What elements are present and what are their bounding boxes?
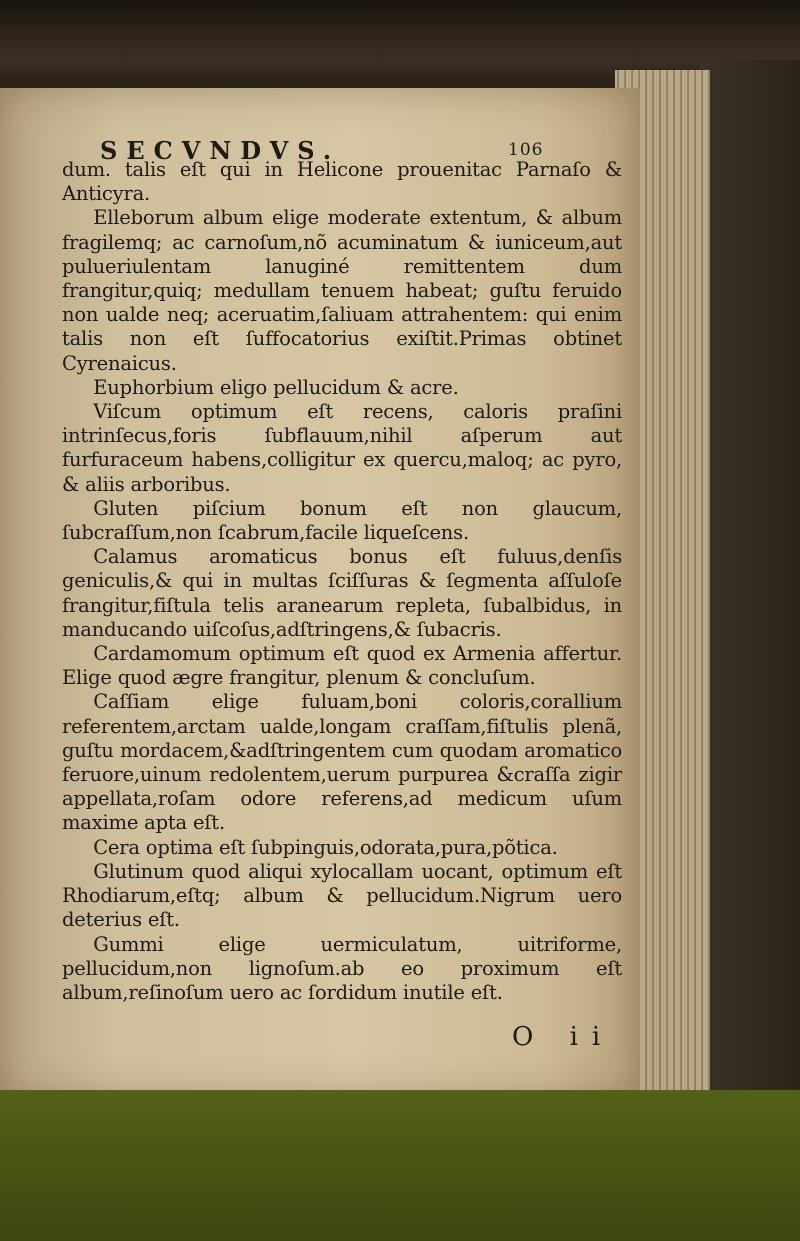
paragraph-helicone: dum. talis eſt qui in Helicone prouenitac Parnaſo & Anticyra. — [62, 158, 622, 206]
paragraph-elleborum: Elleborum album elige moderate extentum, & album fragilemq; ac carnoſum,nõ acuminatum & iuniceum,aut pulueriulentam lanuginé remittentem dum frangitur,quiq; medullam tenuem habeat; guſtu feruido non ualde neq; aceruatim,ſaliuam attrahentem: qui enim talis non eſt ſuffocatorius exiſtit.Primas obtinet Cyrenaicus. — [62, 206, 622, 375]
paragraph-cera: Cera optima eſt ſubpinguis,odorata,pura,põtica. — [93, 835, 558, 859]
signature-mark: O ii — [512, 1022, 615, 1052]
paragraph-gluten: Gluten piſcium bonum eſt non glaucum, ſubcraſſum,non ſcabrum,facile liqueſcens. — [62, 496, 622, 545]
paragraph-viscum: Viſcum optimum eſt recens, caloris praſini intrinſecus,foris ſubflauum,nihil aſperum aut furfuraceum habens,colligitur ex quercu,maloq; ac pyro, & aliis arboribus. — [62, 400, 622, 496]
paragraph-glutinum: Glutinum quod aliqui xylocallam uocant, optimum eſt Rhodiarum,eſtq; album & pellucidum.Nigrum uero deterius eſt. — [62, 859, 622, 932]
running-head-title: SECVNDVS. — [100, 136, 341, 165]
paragraph-calamus: Calamus aromaticus bonus eſt fuluus,denſis geniculis,& qui in multas ſciſſuras & ſegmenta aſſuloſe frangitur,fiſtula telis aranearum repleta, ſubalbidus, in manducando uiſcoſus,adſtringens,& ſubacris. — [62, 545, 622, 641]
paragraph-euphorbium: Euphorbium eligo pellucidum & acre. — [93, 375, 459, 399]
paragraph-cardamomum: Cardamomum optimum eſt quod ex Armenia affertur. Elige quod ægre frangitur, plenum & concluſum. — [62, 642, 622, 690]
background-cloth — [0, 1090, 800, 1241]
page-number: 106 — [508, 140, 544, 160]
book-spine-shadow — [700, 60, 800, 1160]
paragraph-cassia: Caſſiam elige fuluam,boni coloris,corallium referentem,arctam ualde,longam craſſam,fiſtulis plenã, guſtu mordacem,&adſtringentem cum quodam aromatico feruore,uinum redolentem,uerum purpurea &craſſa zigir appellata,roſam odore referens,ad medicum uſum maxime apta eſt. — [62, 690, 622, 835]
paragraph-gummi: Gummi elige uermiculatum, uitriforme, pellucidum,non lignoſum.ab eo proximum eſt album,reſinoſum uero ac ſordidum inutile eſt. — [62, 932, 622, 1004]
body-text — [62, 158, 622, 1005]
